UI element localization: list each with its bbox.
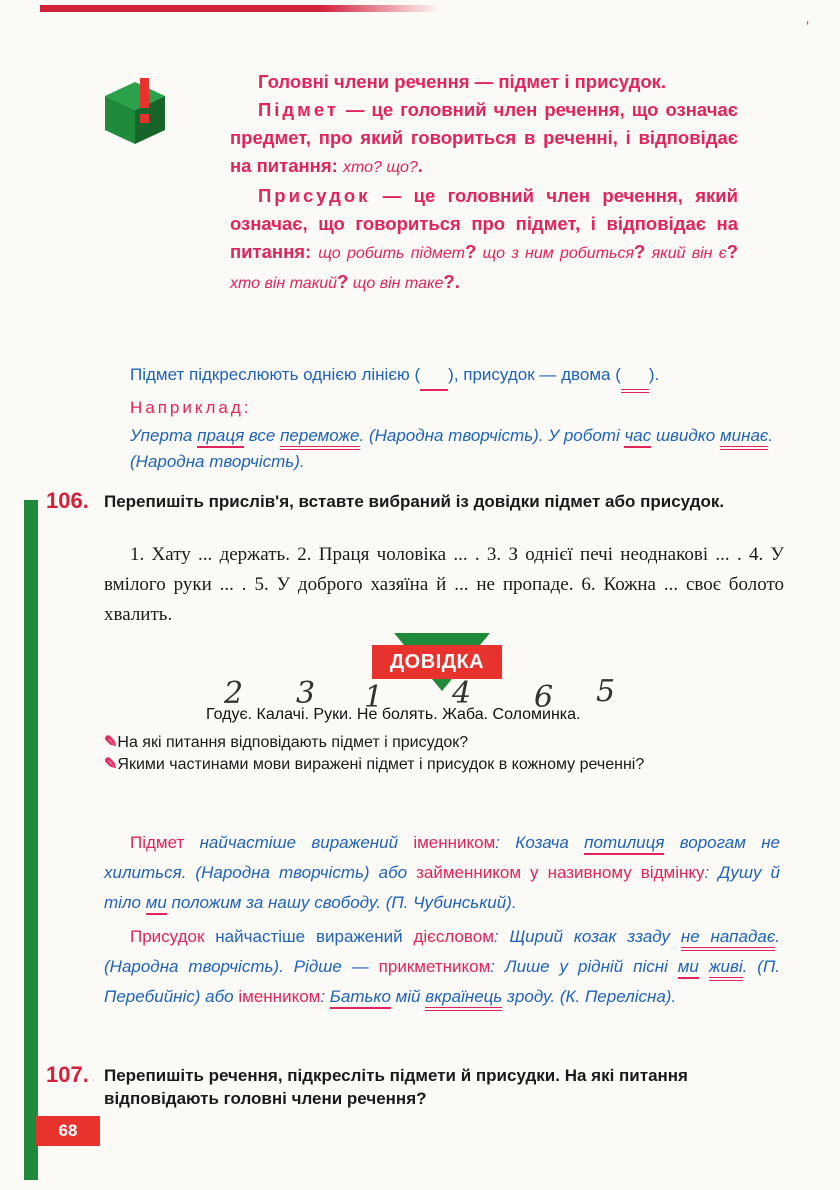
handwritten-number: 4 [452, 676, 472, 711]
question-item: ✎На які питання відповідають підмет і присудок? [104, 734, 469, 751]
exercise-106 [46, 490, 786, 513]
top-rule [40, 5, 440, 12]
page-number: 68 [36, 1116, 100, 1146]
exercise-number: 106. [46, 488, 89, 513]
underline-note [130, 362, 780, 477]
question-list [104, 732, 784, 776]
rule-title: Головні члени речення — підмет і присудок. [258, 71, 667, 92]
exercise-instruction: Перепишіть прислів'я, вставте вибраний із довідки підмет або присудок. [104, 492, 725, 511]
double-line-sample [621, 362, 649, 393]
rule-predicate-definition: Присудок — це головний член речення, який означає, що говориться про підмет, і відповідає на питання: що робить підмет? що з ним робиться? який він є? хто він такий? що він таке?. [230, 185, 739, 292]
rule-box [230, 68, 738, 298]
theory-section [104, 828, 780, 1016]
left-green-bar [24, 500, 38, 1180]
exercise-107 [46, 1064, 786, 1110]
handwritten-number: 3 [296, 676, 316, 711]
exercise-instruction: Перепишіть речення, підкресліть підмети й присудки. На які питання відповідають головні члени речення? [104, 1066, 688, 1108]
subject-expression: Підмет найчастіше виражений іменником: Козача потилиця ворогам не хилиться. (Народна творчість) або займенником у називному відмінку: Душу й тіло ми положим за нашу свободу. (П. Чубинський). [104, 828, 780, 918]
exercise-number: 107. [46, 1062, 89, 1087]
example-label: Наприклад: [130, 398, 252, 417]
corner-mark: ’ [806, 18, 810, 34]
handwritten-number: 5 [596, 674, 616, 709]
handwritten-number: 6 [534, 680, 554, 715]
pencil-icon: ✎ [104, 734, 118, 751]
example-sentences: Уперта праця все переможе. (Народна творчість). У роботі час швидко минає. (Народна творчість). [130, 426, 774, 471]
exercise-106-text: 1. Хату ... держать. 2. Праця чоловіка ... . 3. З однієї печі неоднакові ... . 4. У вмілого руки ... . 5. У доброго хазяїна й ... не пропаде. 6. Кожна ... своє болото хвалить. [104, 544, 784, 625]
question-item: ✎Якими частинами мови виражені підмет і присудок в кожному реченні? [104, 756, 645, 773]
handwritten-number: 1 [364, 680, 384, 715]
handwritten-number: 2 [224, 676, 244, 711]
predicate-expression: Присудок найчастіше виражений дієсловом: Щирий козак ззаду не нападає. (Народна творчість). Рідше — прикметником: Лише у рідній пісні ми живі. (П. Перебийніс) або іменником: Батько мій вкраїнець зроду. (К. Перелісна). [104, 922, 780, 1012]
single-line-sample [420, 362, 448, 391]
rule-subject-definition: Підмет — це головний член речення, що означає предмет, про який говориться в реченні, і відповідає на питання: хто? що?. [230, 99, 738, 176]
reference-words: Годує. Калачі. Руки. Не болять. Жаба. Соломинка. [206, 706, 581, 723]
rule-book-icon [100, 74, 170, 144]
reference-banner: ДОВІДКА [372, 645, 502, 679]
underline-rule: Підмет підкреслюють однією лінією ( ), присудок — двома ( ). [130, 362, 780, 393]
pencil-icon: ✎ [104, 756, 118, 773]
